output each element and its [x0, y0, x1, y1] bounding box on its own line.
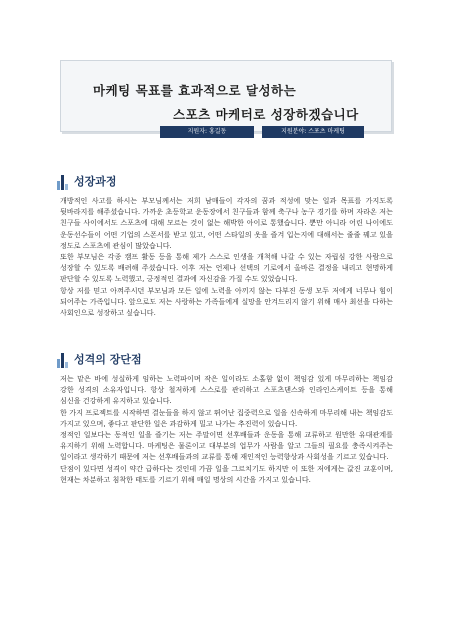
title-line-1: 마케팅 목표를 효과적으로 달성하는 [93, 83, 297, 98]
applicant-name-bar: 지원자: 홍길동 [160, 126, 254, 138]
section-body-growth [60, 195, 393, 318]
paragraph: 개방적인 사고를 하시는 부모님께서는 저희 남매들이 각자의 꿈과 적성에 맞는 일과 목표를 가지도록 뒷바라지를 해주셨습니다. 가까운 초등학교 운동장에서 친구들과 함께 축구나 농구 경기를 하며 자라온 저는 친구들 사이에서도 스포츠에 대해 모르는 것이 없는 해박한 아이로 통했습니다. 뿐만 아니라 어린 나이에도 운동선수들이 어떤 기업의 스폰서를 받고 있고, 어떤 스타일의 옷을 즐겨 입는지에 대해서는 줄줄 꿰고 있을 정도로 스포츠에 관심이 많았습니다. [60, 196, 393, 250]
paragraph: 단점이 있다면 성격이 약간 급하다는 것인데 가끔 일을 그르치기도 하지만 이 또한 저에게는 값진 교훈이며, 현재는 차분하고 침착한 태도를 기르기 위해 매일 명상의 시간을 가지고 있습니다. [60, 463, 393, 484]
paragraph: 정적인 일보다는 동적인 일을 즐기는 저는 주말이면 선후배들과 운동을 통해 교류하고 원만한 유대관계를 유지하기 위해 노력합니다. 마케팅은 물론이고 대부분의 업무가 사람을 알고 그들의 필요를 충족시켜주는 일이라고 생각하기 때문에 저는 선후배들과의 교류를 통해 재인적인 능력향상과 사회성을 기르고 있습니다. [60, 430, 393, 462]
paragraph: 또한 부모님은 각종 캠프 활동 등을 통해 제가 스스로 인생을 개척해 나갈 수 있는 자립심 강한 사람으로 성장할 수 있도록 배려해 주셨습니다. 이후 저는 언제나 선택의 기로에서 올바른 결정을 내리고 현명하게 판단할 수 있도록 노력했고, 긍정적인 결과에 자신감을 가질 수도 있었습니다. [60, 252, 393, 284]
title-box [60, 60, 392, 132]
section-title: 성장과정 [74, 175, 117, 188]
paragraph: 항상 저를 믿고 아껴주시던 부모님과 모든 일에 노력을 아끼지 않는 다부진 동생 모두 저에게 너무나 힘이 되어주는 가족입니다. 앞으로도 저는 사랑하는 가족들에게 실망을 안겨드리지 않기 위해 매사 최선을 다하는 사회인으로 성장하고 싶습니다. [60, 285, 393, 318]
paragraph: 한 가지 프로젝트를 시작하면 결눈들을 하지 않고 뛰어난 집중력으로 일을 신속하게 마무리해 내는 책임감도 가지고 있으며, 좋다고 판단한 일은 과감하게 밀고 나가는 추진력이 있습니다. [60, 407, 393, 428]
applicant-field-bar: 지원분야: 스포츠 마케팅 [262, 126, 364, 138]
section-body-personality [60, 373, 393, 485]
title-line-2: 스포츠 마케터로 성장하겠습니다 [173, 107, 359, 122]
bar-chart-icon [57, 170, 69, 190]
bar-chart-icon [57, 348, 69, 368]
paragraph: 저는 맡은 바에 성실하게 임하는 노력파이며 작은 일이라도 소홀함 없이 책임감 있게 마무리하는 책임감 강한 성격의 소유자입니다. 항상 철저하게 스스로를 관리하고 스포츠댄스와 인라인스케이트 등을 통해 심신을 건강하게 유지하고 있습니다. [60, 374, 393, 406]
section-title: 성격의 장단점 [74, 353, 142, 366]
